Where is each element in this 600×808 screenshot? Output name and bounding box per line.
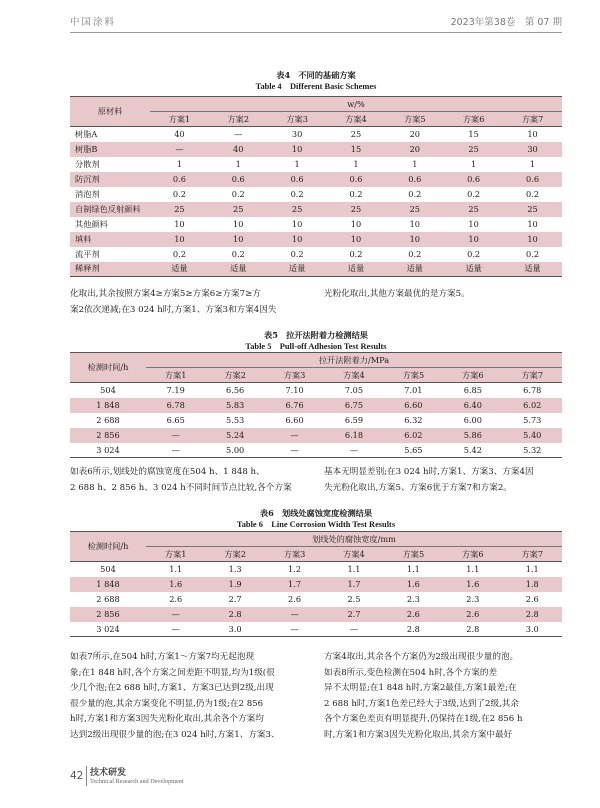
- row-header: 检测时间/h: [70, 532, 146, 562]
- table-cell: —: [324, 622, 383, 637]
- table-cell: —: [265, 622, 324, 637]
- table-cell: 2.6: [169, 594, 183, 604]
- column-header: 方案7: [503, 112, 562, 127]
- table-cell: 10: [350, 219, 362, 229]
- table-cell: 6.65: [166, 415, 185, 425]
- table-cell: 2.3: [466, 594, 480, 604]
- row-label: 3 024: [70, 622, 146, 637]
- footer-divider: [86, 766, 87, 786]
- column-header: 方案3: [265, 547, 324, 562]
- table-cell: 6.85: [463, 385, 482, 396]
- table-cell: 25: [444, 142, 503, 157]
- table-cell: 10: [503, 232, 562, 247]
- table-cell: 5.53: [226, 415, 245, 425]
- table-cell: 1.1: [347, 564, 361, 575]
- column-header: 方案6: [443, 368, 502, 383]
- text1-left: [70, 287, 310, 318]
- table-cell: 2.5: [347, 594, 361, 604]
- table-cell: 6.75: [324, 398, 383, 413]
- row-label: 504: [100, 385, 116, 396]
- table-cell: 0.6: [327, 172, 386, 187]
- text-line: 异不太明显;在1 848 h时,方案2最佳,方案1最差;在: [324, 683, 517, 694]
- table5: [70, 352, 562, 458]
- table-cell: 25: [350, 129, 362, 140]
- text-line: 如表8所示,变色检测在504 h时,各个方案的差: [324, 667, 498, 678]
- table-cell: 0.6: [268, 172, 327, 187]
- table-cell: 3.0: [503, 622, 562, 637]
- table-cell: 10: [468, 219, 479, 229]
- table-cell: —: [265, 428, 324, 443]
- table-cell: 10: [444, 232, 503, 247]
- text-line: 化取出,其余按照方案4≥方案5≥方案6≥方案7≥方: [70, 289, 261, 299]
- text-line: 案2依次递减;在3 024 h时,方案1、方案3和方案4因失: [70, 304, 277, 315]
- table5-caption: [70, 330, 562, 352]
- table-cell: 适量: [385, 262, 444, 277]
- table-cell: 7.19: [166, 385, 185, 396]
- table-cell: 0.2: [231, 189, 245, 199]
- table-cell: —: [146, 607, 205, 622]
- table-cell: 6.59: [344, 415, 364, 425]
- footer-section-en: Technical Research and Development: [90, 778, 184, 785]
- table-cell: 10: [291, 219, 303, 229]
- column-header: 方案7: [503, 368, 563, 383]
- text3-right: [324, 650, 564, 744]
- table-row: [70, 443, 562, 458]
- table-cell: 0.6: [503, 172, 562, 187]
- table-cell: 1.7: [265, 577, 324, 592]
- column-header: 方案4: [324, 368, 383, 383]
- unit-header: w/%: [150, 97, 562, 112]
- text2-left: [70, 465, 310, 496]
- column-header: 方案2: [205, 368, 264, 383]
- table-cell: 1.8: [503, 577, 562, 592]
- table-row: [70, 142, 562, 157]
- table-cell: 0.2: [290, 249, 304, 259]
- table-cell: 5.32: [503, 443, 563, 458]
- table-cell: 0.2: [349, 189, 363, 199]
- row-label: 2 688: [96, 415, 120, 425]
- table-row: [70, 562, 562, 577]
- header-rule: [70, 32, 562, 33]
- table-cell: 1: [176, 159, 183, 169]
- text-line: 达到2级出现很少量的泡;在3 024 h时,方案1、方案3、: [70, 729, 280, 740]
- table-cell: 25: [444, 202, 503, 217]
- table-cell: 7.05: [344, 385, 364, 396]
- table-cell: 0.2: [526, 189, 540, 199]
- table-cell: 20: [385, 142, 444, 157]
- table-cell: 20: [409, 129, 420, 140]
- column-header: 方案4: [324, 547, 383, 562]
- column-header: 方案5: [385, 112, 444, 127]
- table-cell: 10: [527, 219, 538, 229]
- table-row: [70, 622, 562, 637]
- text-line: 2 688 h、2 856 h、3 024 h不同时间节点比较,各个方案: [70, 482, 292, 493]
- table-cell: 适量: [268, 262, 327, 277]
- table-cell: 2.8: [384, 622, 443, 637]
- table-row: [70, 172, 562, 187]
- table-cell: 5.73: [523, 415, 542, 425]
- table-cell: 10: [150, 232, 209, 247]
- table-cell: 7.01: [404, 385, 423, 396]
- row-label: 稀释剂: [70, 262, 150, 277]
- table-cell: 0.2: [467, 189, 481, 199]
- table-cell: 1.1: [525, 564, 539, 575]
- table6-caption-cn: 表6 划线处腐蚀宽度检测结果: [259, 508, 373, 518]
- table-cell: 适量: [209, 262, 268, 277]
- table-row: [70, 247, 562, 262]
- table-cell: 适量: [150, 262, 209, 277]
- table-cell: 0.2: [526, 249, 540, 259]
- table-row: [70, 127, 562, 142]
- table-cell: 1: [412, 159, 418, 169]
- table4-caption-cn: 表4 不同的基础方案: [276, 70, 356, 80]
- table4: [70, 96, 562, 277]
- table-cell: 1: [294, 159, 300, 169]
- page-number: 42: [70, 770, 84, 782]
- table-cell: —: [146, 622, 205, 637]
- table-cell: 25: [327, 202, 386, 217]
- column-header: 方案5: [384, 368, 443, 383]
- table-cell: 2.6: [288, 594, 302, 604]
- table-cell: 6.00: [463, 415, 482, 425]
- column-header: 方案3: [265, 368, 324, 383]
- row-label: 2 688: [96, 594, 120, 604]
- table-cell: 10: [409, 219, 420, 229]
- row-label: 填料: [70, 232, 150, 247]
- table-cell: 6.78: [146, 398, 205, 413]
- table-cell: 1.9: [205, 577, 264, 592]
- table-cell: 40: [174, 129, 185, 140]
- table-cell: 5.42: [443, 443, 502, 458]
- text-line: 方案4取出,其余各个方案仍为2级出现很少量的泡。: [324, 652, 519, 662]
- table-cell: 0.6: [385, 172, 444, 187]
- footer-section: 技术研发: [90, 768, 127, 778]
- table-cell: 6.32: [404, 415, 423, 425]
- column-header: 方案2: [205, 547, 264, 562]
- column-header: 方案1: [146, 547, 205, 562]
- row-label: 流平剂: [75, 248, 100, 259]
- table-cell: 40: [209, 142, 268, 157]
- table-row: [70, 157, 562, 172]
- journal-name: 中国涂料: [70, 17, 117, 28]
- row-label: 消泡剂: [75, 188, 100, 199]
- table-row: [70, 262, 562, 277]
- table-row: [70, 413, 562, 428]
- row-label: 树脂B: [70, 142, 150, 157]
- table-cell: 2.6: [525, 594, 539, 604]
- column-header: 方案1: [146, 368, 205, 383]
- table-cell: 6.76: [265, 398, 324, 413]
- row-label: 防沉剂: [70, 172, 150, 187]
- table-cell: 1.6: [146, 577, 205, 592]
- text-line: 少几个泡;在2 688 h时,方案1、方案3已达到2级,出现: [70, 683, 274, 694]
- table-cell: 2.6: [443, 607, 502, 622]
- table-cell: 5.83: [205, 398, 264, 413]
- table-cell: 5.24: [205, 428, 264, 443]
- table5-caption-en: Table 5 Pull-off Adhesion Test Results: [245, 342, 387, 351]
- table-cell: 0.6: [444, 172, 503, 187]
- row-label: 自制绿色反射颜料: [70, 202, 150, 217]
- text-line: 象;在1 848 h时,各个方案之间差距不明显,均为1级(很: [70, 667, 275, 678]
- text3-left: [70, 650, 310, 744]
- table-cell: 15: [327, 142, 386, 157]
- table-cell: 10: [268, 142, 327, 157]
- table-cell: 0.2: [290, 189, 304, 199]
- row-label: 树脂A: [75, 128, 98, 139]
- table-cell: 5.40: [503, 428, 563, 443]
- table-cell: 0.2: [467, 249, 481, 259]
- table-cell: —: [146, 443, 205, 458]
- table-cell: 2.8: [443, 622, 502, 637]
- table-cell: 6.02: [384, 428, 443, 443]
- table-cell: 1.2: [288, 564, 302, 575]
- row-label: 其他颜料: [75, 218, 108, 229]
- row-label: 504: [100, 564, 116, 575]
- column-header: 方案1: [150, 112, 209, 127]
- row-header: 原材料: [70, 97, 150, 127]
- table-cell: 6.78: [523, 385, 542, 396]
- table-cell: 3.0: [205, 622, 264, 637]
- text-line: 失光粉化取出,方案5、方案6优于方案7和方案2。: [324, 482, 512, 493]
- table-cell: 0.2: [231, 249, 245, 259]
- text1-right: [324, 287, 564, 303]
- table-cell: 6.56: [226, 385, 245, 396]
- table6: [70, 531, 562, 637]
- column-header: 方案6: [443, 547, 502, 562]
- table-cell: 10: [385, 232, 444, 247]
- table-cell: —: [234, 129, 243, 140]
- running-header: [70, 14, 562, 34]
- table-cell: 1.3: [228, 564, 242, 575]
- table-cell: —: [150, 142, 209, 157]
- table-cell: 1.6: [443, 577, 502, 592]
- table-cell: —: [146, 428, 205, 443]
- text-line: 各个方案色差页有明显提升,仍保持在1级,在2 856 h: [324, 714, 523, 725]
- column-header: 方案3: [268, 112, 327, 127]
- table4-caption: [70, 70, 562, 92]
- row-label: 2 856: [70, 428, 146, 443]
- text-line: 时,方案1和方案3因失光粉化取出,其余方案中最好: [324, 729, 513, 740]
- table-row: [70, 398, 562, 413]
- text-line: h时,方案1和方案3因失光粉化取出,其余各个方案均: [70, 714, 264, 725]
- table-cell: 2.8: [205, 607, 264, 622]
- row-label: 2 856: [70, 607, 146, 622]
- text-line: 如表7所示,在504 h时,方案1～方案7均无起泡现: [70, 652, 255, 662]
- table-cell: 5.00: [205, 443, 264, 458]
- text-line: 基本无明显差别;在3 024 h时,方案1、方案3、方案4因: [324, 467, 534, 477]
- table4-caption-en: Table 4 Different Basic Schemes: [255, 82, 377, 91]
- table-cell: 6.60: [384, 398, 443, 413]
- table5-caption-cn: 表5 拉开法附着力检测结果: [264, 330, 368, 340]
- table-cell: 6.02: [503, 398, 563, 413]
- text2-right: [324, 465, 564, 496]
- row-header: 检测时间/h: [70, 353, 146, 383]
- table-cell: 1: [353, 159, 359, 169]
- table-cell: 1.1: [406, 564, 420, 575]
- table-cell: 1: [529, 159, 536, 169]
- table6-caption-en: Table 6 Line Corrosion Width Test Results: [236, 520, 396, 529]
- unit-header: 划线处的腐蚀宽度/mm: [146, 532, 562, 547]
- text-line: 2 688 h时,方案1色差已经大于3级,达到了2级,其余: [324, 698, 519, 709]
- table-cell: 30: [291, 129, 303, 140]
- table-cell: 6.18: [324, 428, 383, 443]
- table-cell: 1: [471, 159, 477, 169]
- table-cell: 1.7: [324, 577, 383, 592]
- table-cell: 1.6: [384, 577, 443, 592]
- row-label: 1 848: [70, 577, 146, 592]
- table-cell: 0.6: [150, 172, 209, 187]
- table-cell: 适量: [327, 262, 386, 277]
- column-header: 方案6: [444, 112, 503, 127]
- table-cell: —: [324, 443, 383, 458]
- table-cell: 25: [150, 202, 209, 217]
- table-row: [70, 232, 562, 247]
- text-line: 如表6所示,划线处的腐蚀宽度在504 h、1 848 h、: [70, 467, 265, 477]
- table-cell: 0.2: [408, 249, 422, 259]
- row-label: 分散剂: [75, 158, 100, 169]
- table-cell: 25: [209, 202, 268, 217]
- table-cell: 25: [385, 202, 444, 217]
- table-row: [70, 577, 562, 592]
- table-cell: 5.86: [443, 428, 502, 443]
- table-cell: 0.2: [172, 249, 186, 259]
- table-cell: —: [265, 607, 324, 622]
- unit-header: 拉开法附着力/MPa: [146, 353, 562, 368]
- table-cell: 1.1: [169, 564, 183, 575]
- table-cell: 25: [503, 202, 562, 217]
- table-cell: 1: [235, 159, 241, 169]
- issue-info: 2023年第38卷 第 07 期: [450, 17, 562, 28]
- table6-caption: [70, 508, 562, 530]
- table-cell: 适量: [503, 262, 562, 277]
- table-cell: 6.60: [285, 415, 304, 425]
- row-label: 1 848: [70, 398, 146, 413]
- table-cell: 0.2: [408, 189, 422, 199]
- table-row: [70, 383, 562, 398]
- table-row: [70, 428, 562, 443]
- table-row: [70, 607, 562, 622]
- row-label: 3 024: [70, 443, 146, 458]
- table-cell: 2.8: [503, 607, 562, 622]
- table-cell: 25: [268, 202, 327, 217]
- table-cell: 2.7: [324, 607, 383, 622]
- table-cell: 10: [174, 219, 185, 229]
- table-cell: 5.65: [384, 443, 443, 458]
- column-header: 方案4: [327, 112, 386, 127]
- text-line: 很少量的泡,其余方案变化不明显,仍为1级;在2 856: [70, 698, 264, 709]
- table-cell: 0.6: [209, 172, 268, 187]
- table-cell: 0.2: [349, 249, 363, 259]
- table-cell: 7.10: [285, 385, 304, 396]
- column-header: 方案7: [503, 547, 562, 562]
- table-cell: 10: [209, 232, 268, 247]
- column-header: 方案5: [384, 547, 443, 562]
- text-line: 光粉化取出,其他方案最优的是方案5。: [324, 289, 470, 299]
- table-cell: —: [265, 443, 324, 458]
- table-cell: 6.40: [443, 398, 502, 413]
- table-cell: 2.3: [406, 594, 420, 604]
- table-row: [70, 592, 562, 607]
- table-row: [70, 202, 562, 217]
- table-row: [70, 187, 562, 202]
- table-cell: 1.1: [466, 564, 480, 575]
- table-cell: 2.6: [384, 607, 443, 622]
- table-cell: 10: [327, 232, 386, 247]
- table-cell: 适量: [444, 262, 503, 277]
- table-cell: 30: [503, 142, 562, 157]
- table-cell: 10: [268, 232, 327, 247]
- table-cell: 10: [233, 219, 244, 229]
- table-cell: 0.2: [172, 189, 186, 199]
- column-header: 方案2: [209, 112, 268, 127]
- table-cell: 10: [527, 129, 538, 140]
- table-row: [70, 217, 562, 232]
- table-cell: 15: [468, 129, 479, 140]
- table-cell: 2.7: [228, 594, 242, 604]
